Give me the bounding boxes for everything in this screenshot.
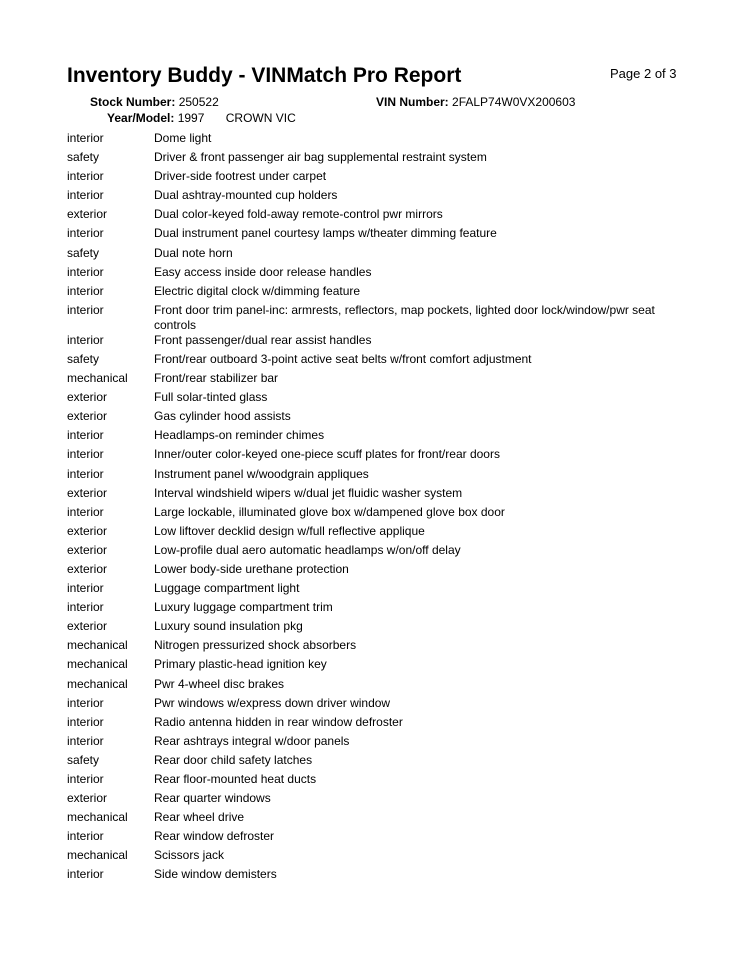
feature-description: Low-profile dual aero automatic headlamps w/on/off delay [154, 542, 461, 557]
feature-row [67, 867, 687, 886]
feature-category: interior [67, 466, 104, 481]
feature-description: Rear quarter windows [154, 791, 271, 806]
model-value: CROWN VIC [225, 111, 296, 125]
feature-row [67, 791, 687, 810]
feature-row [67, 753, 687, 772]
report-title: Inventory Buddy - VINMatch Pro Report [67, 64, 462, 87]
feature-category: interior [67, 714, 104, 729]
feature-description: Rear window defroster [154, 829, 275, 844]
feature-row [67, 447, 687, 466]
feature-description: Rear door child safety latches [154, 752, 313, 767]
feature-description: Luxury sound insulation pkg [154, 619, 303, 634]
feature-category: exterior [67, 619, 108, 634]
stock-number-value: 250522 [178, 95, 219, 109]
feature-description: Front/rear stabilizer bar [154, 371, 279, 386]
vin-number-value: 2FALP74W0VX200603 [452, 95, 576, 109]
feature-description: Dual color-keyed fold-away remote-control pwr mirrors [154, 207, 443, 222]
feature-description: Scissors jack [154, 848, 225, 863]
feature-row [67, 265, 687, 284]
feature-row [67, 207, 687, 226]
feature-category: interior [67, 581, 104, 596]
feature-row [67, 409, 687, 428]
feature-category: exterior [67, 207, 108, 222]
feature-description: Radio antenna hidden in rear window defroster [154, 714, 403, 729]
feature-row [67, 390, 687, 409]
feature-row [67, 150, 687, 169]
feature-row [67, 333, 687, 352]
feature-category: exterior [67, 523, 108, 538]
feature-row [67, 486, 687, 505]
feature-row [67, 734, 687, 753]
feature-description: Headlamps-on reminder chimes [154, 428, 325, 443]
feature-row [67, 131, 687, 150]
feature-description: Front passenger/dual rear assist handles [154, 332, 372, 347]
feature-description: Gas cylinder hood assists [154, 409, 291, 424]
feature-description: Pwr windows w/express down driver window [154, 695, 391, 710]
feature-category: interior [67, 867, 104, 882]
year-model-field [107, 111, 296, 125]
feature-list [67, 131, 687, 887]
feature-description: Luxury luggage compartment trim [154, 600, 333, 615]
feature-category: interior [67, 447, 104, 462]
feature-row [67, 543, 687, 562]
feature-description: Primary plastic-head ignition key [154, 657, 327, 672]
feature-description: Driver & front passenger air bag supplemental restraint system [154, 150, 487, 165]
feature-row [67, 581, 687, 600]
feature-row [67, 169, 687, 188]
feature-description: Dual note horn [154, 245, 233, 260]
feature-category: interior [67, 188, 104, 203]
feature-category: exterior [67, 561, 108, 576]
feature-description: Rear floor-mounted heat ducts [154, 772, 317, 786]
feature-row [67, 562, 687, 581]
feature-row [67, 677, 687, 696]
year-value: 1997 [177, 111, 205, 125]
feature-category: interior [67, 504, 104, 519]
feature-description: Side window demisters [154, 867, 277, 882]
feature-category: mechanical [67, 848, 128, 863]
feature-description: Low liftover decklid design w/full reflective applique [154, 523, 425, 538]
feature-row [67, 772, 687, 791]
feature-row [67, 188, 687, 207]
feature-category: interior [67, 772, 104, 786]
feature-description: Front door trim panel-inc: armrests, reflectors, map pockets, lighted door lock/window/pwr seat controls [154, 302, 655, 332]
feature-category: interior [67, 733, 104, 748]
feature-row [67, 600, 687, 619]
feature-category: exterior [67, 390, 108, 405]
feature-category: interior [67, 226, 104, 241]
feature-description: Easy access inside door release handles [154, 264, 372, 279]
feature-category: interior [67, 600, 104, 615]
feature-category: safety [67, 245, 100, 260]
vin-number-field [376, 95, 575, 109]
feature-description: Dual instrument panel courtesy lamps w/theater dimming feature [154, 226, 497, 241]
feature-description: Luggage compartment light [154, 581, 300, 596]
feature-category: mechanical [67, 676, 128, 691]
feature-row [67, 246, 687, 265]
feature-description: Inner/outer color-keyed one-piece scuff plates for front/rear doors [154, 447, 500, 462]
feature-category: exterior [67, 485, 108, 500]
feature-row [67, 352, 687, 371]
feature-description: Lower body-side urethane protection [154, 561, 349, 576]
feature-description: Instrument panel w/woodgrain appliques [154, 466, 369, 481]
feature-row [67, 428, 687, 447]
feature-category: mechanical [67, 657, 128, 672]
feature-description: Electric digital clock w/dimming feature [154, 283, 361, 298]
feature-category: interior [67, 131, 104, 145]
vin-number-label: VIN Number: [376, 95, 449, 109]
feature-description: Pwr 4-wheel disc brakes [154, 676, 285, 691]
feature-category: mechanical [67, 371, 128, 386]
feature-row [67, 715, 687, 734]
feature-description: Driver-side footrest under carpet [154, 169, 327, 184]
feature-description: Dome light [154, 131, 212, 145]
feature-row [67, 226, 687, 245]
feature-description: Large lockable, illuminated glove box w/dampened glove box door [154, 504, 505, 519]
feature-row [67, 371, 687, 390]
feature-row [67, 619, 687, 638]
page-number: Page 2 of 3 [610, 66, 677, 81]
feature-description: Interval windshield wipers w/dual jet fluidic washer system [154, 485, 463, 500]
feature-category: interior [67, 283, 104, 298]
feature-category: interior [67, 264, 104, 279]
feature-description: Full solar-tinted glass [154, 390, 268, 405]
feature-description: Nitrogen pressurized shock absorbers [154, 638, 357, 653]
feature-row [67, 810, 687, 829]
feature-category: interior [67, 169, 104, 184]
feature-row [67, 848, 687, 867]
stock-number-label: Stock Number: [90, 95, 176, 109]
feature-category: interior [67, 428, 104, 443]
feature-description: Rear ashtrays integral w/door panels [154, 733, 350, 748]
feature-description: Front/rear outboard 3-point active seat belts w/front comfort adjustment [154, 351, 532, 366]
feature-row [67, 524, 687, 543]
feature-row [67, 303, 687, 333]
feature-row [67, 696, 687, 715]
feature-description: Rear wheel drive [154, 810, 245, 825]
feature-category: safety [67, 150, 100, 165]
feature-row [67, 829, 687, 848]
year-model-label: Year/Model: [107, 111, 175, 125]
feature-category: exterior [67, 409, 108, 424]
feature-row [67, 467, 687, 486]
feature-category: safety [67, 752, 100, 767]
stock-number-field [90, 95, 219, 109]
feature-category: interior [67, 829, 104, 844]
feature-description: Dual ashtray-mounted cup holders [154, 188, 338, 203]
feature-category: exterior [67, 542, 108, 557]
feature-row [67, 505, 687, 524]
feature-category: interior [67, 332, 104, 347]
feature-category: exterior [67, 791, 108, 806]
feature-row [67, 638, 687, 657]
feature-row [67, 657, 687, 676]
feature-category: mechanical [67, 810, 128, 825]
feature-category: safety [67, 351, 100, 366]
feature-category: mechanical [67, 638, 128, 653]
feature-row [67, 284, 687, 303]
feature-category: interior [67, 695, 104, 710]
feature-category: interior [67, 302, 104, 317]
